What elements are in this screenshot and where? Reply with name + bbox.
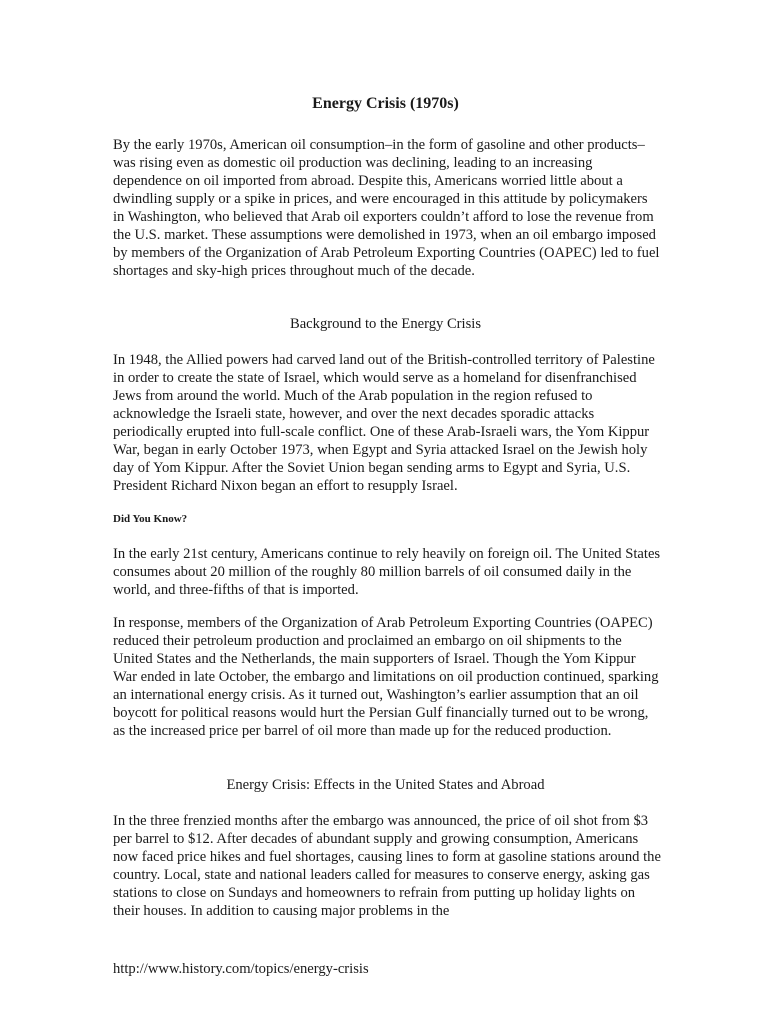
did-you-know-paragraph: In the early 21st century, Americans continue to rely heavily on foreign oil. The United States consumes about 20 million of the roughly 80 million barrels of oil consumed daily in the world, and three-fifths of that is imported.	[113, 546, 661, 598]
effects-paragraph: In the three frenzied months after the embargo was announced, the price of oil shot from $3 per barrel to $12. After decades of abundant supply and growing consumption, Americans now faced price hikes and fuel shortages, causing lines to form at gasoline stations around the country. Local, state and national leaders called for measures to conserve energy, asking gas stations to close on Sundays and homeowners to refrain from putting up holiday lights on their houses. In addition to causing major problems in the	[113, 813, 661, 919]
did-you-know-label: Did You Know?	[113, 513, 188, 525]
background-paragraph: In 1948, the Allied powers had carved land out of the British-controlled territory of Palestine in order to create the state of Israel, which would serve as a homeland for disenfranchised Jews from around the world. Much of the Arab population in the region refused to acknowledge the Israeli state, however, and over the next decades sporadic attacks periodically erupted into full-scale conflict. One of these Arab-Israeli wars, the Yom Kippur War, began in early October 1973, when Egypt and Syria attacked Israel on the Jewish holy day of Yom Kippur. After the Soviet Union began sending arms to Egypt and Syria, U.S. President Richard Nixon began an effort to resupply Israel.	[113, 352, 655, 494]
response-paragraph: In response, members of the Organization of Arab Petroleum Exporting Countries (OAPEC) reduced their petroleum production and proclaimed an embargo on oil shipments to the United States and the Netherlands, the main supporters of Israel. Though the Yom Kippur War ended in late October, the embargo and limitations on oil production continued, sparking an international energy crisis. As it turned out, Washington’s earlier assumption that an oil boycott for political reasons would hurt the Persian Gulf financially turned out to be wrong, as the increased price per barrel of oil more than made up for the reduced production.	[113, 615, 659, 739]
section-heading-effects: Energy Crisis: Effects in the United States and Abroad	[226, 777, 545, 793]
document-title: Energy Crisis (1970s)	[312, 95, 459, 112]
source-url[interactable]: http://www.history.com/topics/energy-crisis	[113, 961, 369, 977]
intro-paragraph: By the early 1970s, American oil consumption–in the form of gasoline and other products–was rising even as domestic oil production was declining, leading to an increasing dependence on oil imported from abroad. Despite this, Americans worried little about a dwindling supply or a spike in prices, and were encouraged in this attitude by policymakers in Washington, who believed that Arab oil exporters couldn’t afford to lose the revenue from the U.S. market. These assumptions were demolished in 1973, when an oil embargo imposed by members of the Organization of Arab Petroleum Exporting Countries (OAPEC) led to fuel shortages and sky-high prices throughout much of the decade.	[113, 137, 660, 279]
section-heading-background: Background to the Energy Crisis	[289, 316, 482, 332]
